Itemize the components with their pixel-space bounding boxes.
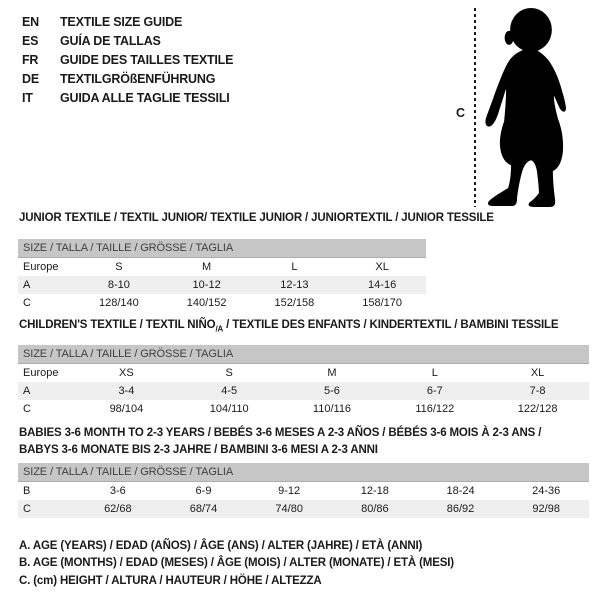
babies-title-line2: BABYS 3-6 MONATE BIS 2-3 JAHRE / BAMBINI 3-6 MESI A 2-3 ANNI (19, 444, 378, 456)
table-row-height (18, 294, 426, 312)
value-cell: 122/128 (517, 403, 558, 415)
value-cell: 68/74 (189, 503, 218, 515)
value-cell: 116/122 (415, 403, 455, 415)
junior-table-title: JUNIOR TEXTILE / TEXTIL JUNIOR/ TEXTILE JUNIOR / JUNIORTEXTIL / JUNIOR TESSILE (19, 212, 494, 224)
language-row-es (22, 32, 233, 51)
row-label: Europe (23, 367, 59, 379)
value-cell: 7-8 (529, 385, 546, 397)
language-row-de (22, 70, 233, 89)
value-cell: 62/68 (104, 503, 132, 515)
value-cell: 3-4 (118, 385, 135, 397)
language-title: GUIDE DES TAILLES TEXTILE (60, 53, 234, 67)
table-row-age (18, 276, 426, 294)
value-cell: 128/140 (98, 297, 139, 309)
row-label: A (23, 385, 31, 397)
row-label: B (23, 485, 31, 497)
children-title-pre: CHILDREN'S TEXTILE / TEXTIL NIÑO (19, 319, 216, 331)
row-label: Europe (23, 261, 59, 273)
language-title: GUÍA DE TALLAS (60, 34, 161, 48)
language-row-fr (22, 51, 233, 70)
table-row-europe (18, 258, 426, 276)
language-title: TEXTILGRÖßENFÜHRUNG (60, 72, 216, 86)
size-cell: XL (530, 367, 545, 379)
row-label: A (23, 279, 31, 291)
value-cell: 18-24 (446, 485, 475, 497)
value-cell: 3-6 (109, 485, 126, 497)
legend-line-age-months: B. AGE (MONTHS) / EDAD (MESES) / ÂGE (MOIS) / ALTER (MONATE) / ETÀ (MESI) (19, 557, 454, 570)
value-cell: 12-13 (280, 279, 309, 291)
size-cell: XS (119, 367, 134, 379)
size-cell: L (291, 261, 298, 273)
value-cell: 24-36 (532, 485, 561, 497)
row-label: C (23, 297, 31, 309)
legend-line-height: C. (cm) HEIGHT / ALTURA / HAUTEUR / HÖHE / ALTEZZA (19, 574, 322, 587)
row-label: C (23, 403, 31, 415)
toddler-silhouette-icon (484, 8, 568, 208)
value-cell: 5-6 (324, 385, 340, 397)
value-cell: 92/98 (532, 503, 560, 515)
value-cell: 12-18 (360, 485, 389, 497)
value-cell: 158/170 (362, 297, 402, 309)
row-label: C (23, 503, 31, 515)
value-cell: 140/152 (186, 297, 227, 309)
measurement-legend (19, 538, 454, 590)
size-cell: S (115, 261, 123, 273)
value-cell: 14-16 (368, 279, 397, 291)
table-row-europe (18, 364, 589, 382)
size-cell: S (225, 367, 233, 379)
language-title: TEXTILE SIZE GUIDE (60, 15, 183, 29)
table-row-height (18, 400, 589, 418)
size-cell: M (202, 261, 212, 273)
language-code: IT (22, 91, 33, 105)
value-cell: 152/158 (274, 297, 315, 309)
language-code: ES (22, 34, 39, 48)
height-dashed-line (474, 8, 476, 207)
size-header-bar: SIZE / TALLA / TAILLE / GRÖSSE / TAGLIA (18, 345, 589, 364)
language-title-list (22, 13, 233, 108)
junior-size-table (18, 239, 426, 312)
size-header-bar: SIZE / TALLA / TAILLE / GRÖSSE / TAGLIA (18, 463, 589, 482)
value-cell: 98/104 (109, 403, 144, 415)
babies-title-line1: BABIES 3-6 MONTH TO 2-3 YEARS / BEBÉS 3-6 MESES A 2-3 AÑOS / BÉBÉS 3-6 MOIS À 2-3 ANS / (19, 427, 542, 439)
language-title: GUIDA ALLE TAGLIE TESSILI (60, 91, 230, 105)
value-cell: 8-10 (107, 279, 130, 291)
table-row-age (18, 382, 589, 400)
children-title-post: / TEXTILE DES ENFANTS / KINDERTEXTIL / BAMBINI TESSILE (223, 319, 559, 331)
size-header-bar: SIZE / TALLA / TAILLE / GRÖSSE / TAGLIA (18, 239, 426, 258)
value-cell: 80/86 (361, 503, 389, 515)
language-code: EN (22, 15, 39, 29)
value-cell: 9-12 (278, 485, 301, 497)
value-cell: 86/92 (446, 503, 475, 515)
language-row-en (22, 13, 233, 32)
value-cell: 6-7 (426, 385, 443, 397)
size-cell: XL (375, 261, 389, 273)
value-cell: 6-9 (195, 485, 212, 497)
legend-line-age-years: A. AGE (YEARS) / EDAD (AÑOS) / ÂGE (ANS) / ALTER (JAHRE) / ETÀ (ANNI) (19, 540, 423, 552)
size-cell: L (431, 367, 438, 379)
value-cell: 74/80 (275, 503, 303, 515)
size-cell: M (327, 367, 337, 379)
children-size-table (18, 345, 589, 418)
table-row-height (18, 500, 589, 518)
language-code: DE (22, 72, 39, 86)
children-title-sub: /A (215, 324, 224, 334)
language-row-it (22, 89, 233, 108)
value-cell: 110/116 (312, 403, 352, 415)
value-cell: 104/110 (209, 403, 249, 415)
table-row-age-months (18, 482, 589, 500)
babies-table-title (19, 425, 541, 459)
height-measure-label: C (456, 106, 466, 120)
value-cell: 10-12 (192, 279, 221, 291)
language-code: FR (22, 53, 39, 67)
children-table-title (19, 318, 558, 336)
value-cell: 4-5 (221, 385, 238, 397)
babies-size-table (18, 463, 589, 518)
